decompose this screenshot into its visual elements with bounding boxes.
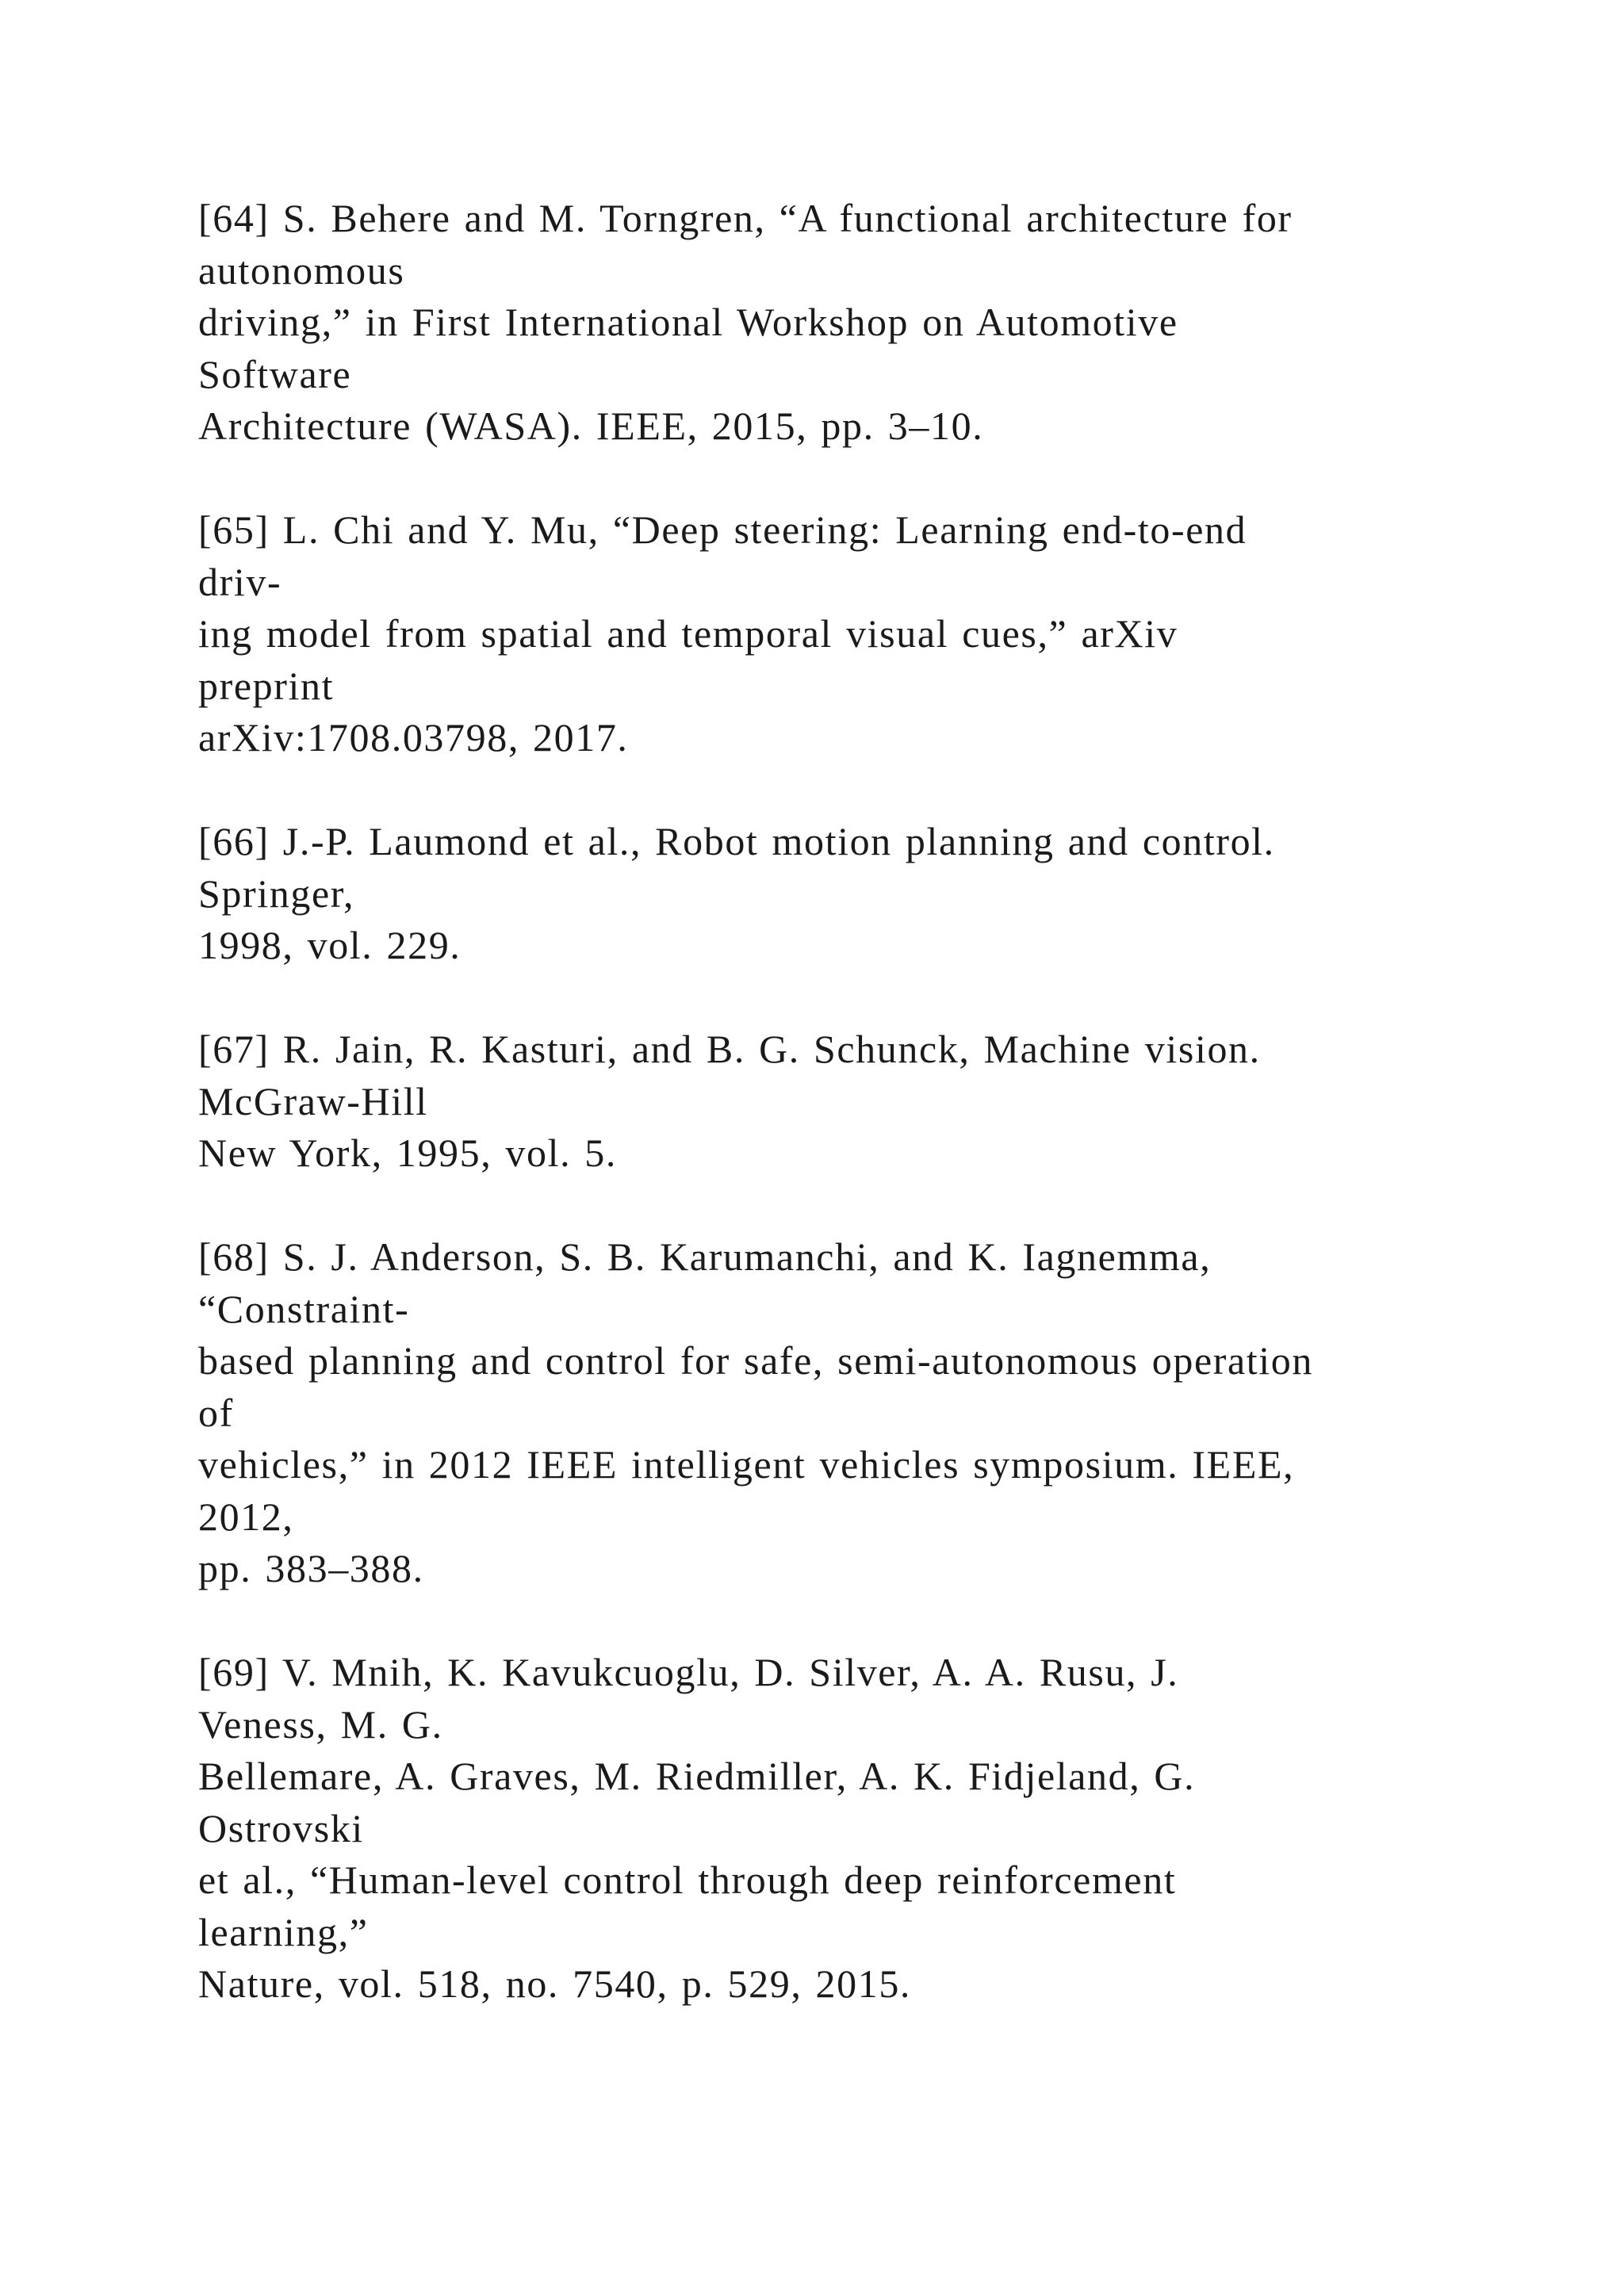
reference-69 [198,1647,1546,2011]
reference-65 [198,504,1546,764]
reference-line: et al., “Human-level control through deep reinforcement [198,1858,1177,1902]
reference-line: 2012, [198,1494,294,1539]
reference-line: 1998, vol. 229. [198,923,462,967]
reference-line: ing model from spatial and temporal visual cues,” arXiv [198,611,1178,656]
reference-line: Veness, M. G. [198,1701,443,1747]
reference-line: [64] S. Behere and M. Torngren, “A functional architecture for [198,196,1293,240]
reference-line: Architecture (WASA). IEEE, 2015, pp. 3–10. [198,404,984,448]
reference-66 [198,816,1546,972]
reference-line: pp. 383–388. [198,1546,424,1590]
reference-line: arXiv:1708.03798, 2017. [198,715,629,760]
reference-line: vehicles,” in 2012 IEEE intelligent vehicles symposium. IEEE, [198,1442,1295,1487]
reference-list [198,193,1546,2062]
reference-line: New York, 1995, vol. 5. [198,1131,617,1175]
reference-line: Ostrovski [198,1805,364,1850]
reference-line: Nature, vol. 518, no. 7540, p. 529, 2015. [198,1961,912,2006]
reference-68 [198,1231,1546,1595]
reference-line: “Constraint- [198,1286,410,1331]
reference-line: [66] J.-P. Laumond et al., Robot motion planning and control. [198,819,1275,863]
reference-line: driv- [198,559,282,604]
reference-line: driving,” in First International Workshop on Automotive [198,300,1178,344]
reference-67 [198,1024,1546,1180]
reference-64 [198,193,1546,453]
reference-line: [68] S. J. Anderson, S. B. Karumanchi, and K. Iagnemma, [198,1234,1212,1279]
reference-line: McGraw-Hill [198,1078,428,1123]
reference-line: Software [198,351,352,396]
reference-line: of [198,1390,234,1435]
reference-line: [69] V. Mnih, K. Kavukcuoglu, D. Silver, A. A. Rusu, J. [198,1650,1179,1694]
reference-line: [67] R. Jain, R. Kasturi, and B. G. Schunck, Machine vision. [198,1027,1261,1071]
reference-line: preprint [198,663,335,708]
reference-line: learning,” [198,1909,369,1954]
reference-line: Springer, [198,871,355,916]
reference-line: Bellemare, A. Graves, M. Riedmiller, A. K. Fidjeland, G. [198,1754,1196,1798]
reference-line: autonomous [198,247,405,293]
reference-line: [65] L. Chi and Y. Mu, “Deep steering: Learning end-to-end [198,507,1247,552]
reference-line: based planning and control for safe, semi-autonomous operation [198,1338,1313,1383]
